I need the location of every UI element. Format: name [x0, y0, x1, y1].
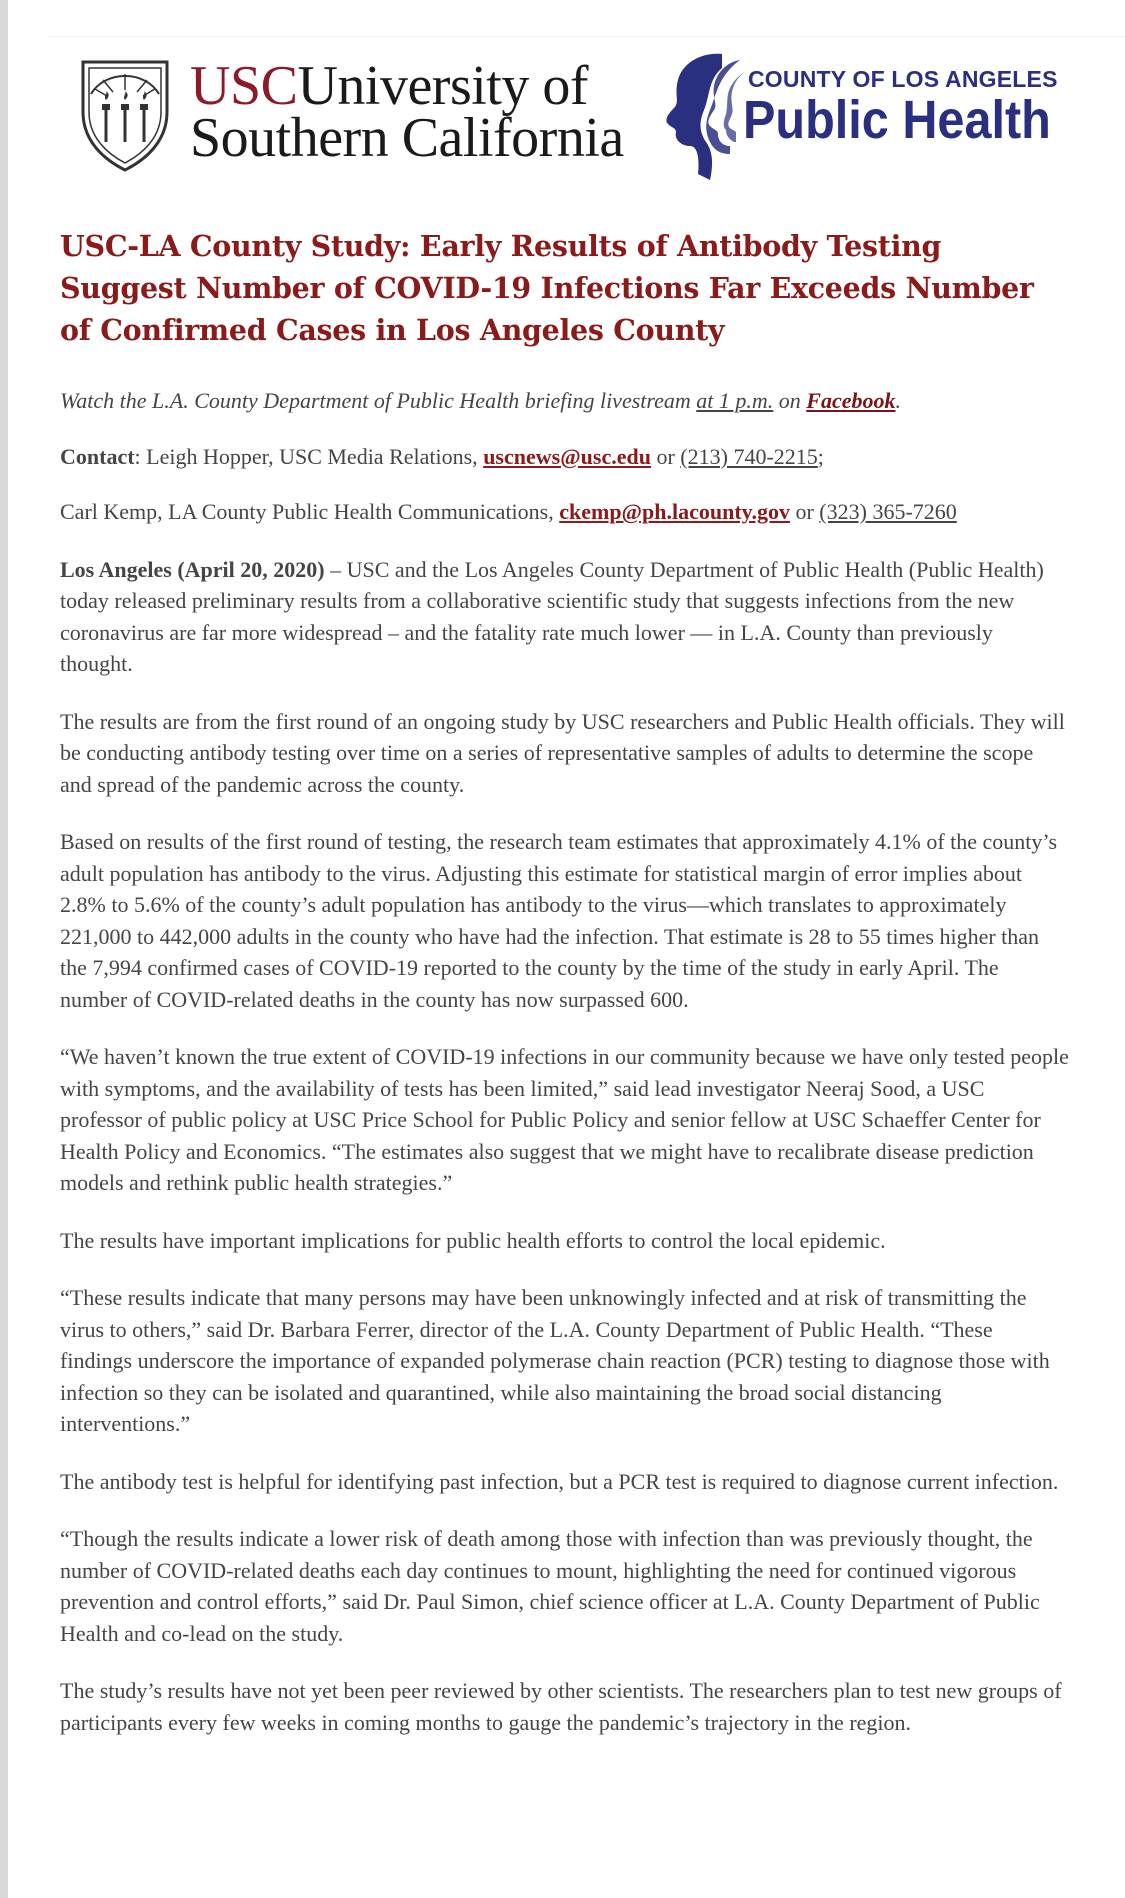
lac-logo-line1: COUNTY OF LOS ANGELES	[748, 66, 1058, 92]
usc-logo	[75, 55, 624, 176]
usc-phone-link[interactable]: (213) 740-2215	[680, 443, 818, 469]
contact-label: Contact	[60, 443, 135, 469]
body-paragraph-5: The results have important implications for public health efforts to control the local epidemic.	[60, 1227, 886, 1253]
usc-email-link[interactable]: uscnews@usc.edu	[483, 443, 651, 469]
logo-header	[60, 50, 1070, 185]
lac-public-health-logo	[660, 50, 1070, 180]
lac-profiles-icon	[660, 50, 750, 180]
briefing-note: Watch the L.A. County Department of Public Health briefing livestream at 1 p.m. on Facebook.	[60, 388, 901, 413]
top-divider	[48, 36, 1125, 37]
left-page-border	[0, 0, 8, 1898]
body-paragraph-2: The results are from the first round of an ongoing study by USC researchers and Public Health officials. They will be conducting antibody testing over time on a series of representative samples of adults to determine the scope and spread of the pandemic across the county.	[60, 708, 1065, 797]
lac-phone-link[interactable]: (323) 365-7260	[819, 499, 957, 524]
press-release	[60, 225, 1070, 1738]
usc-shield-icon	[75, 56, 175, 172]
body-paragraph-6: “These results indicate that many persons may have been unknowingly infected and at risk of transmitting the virus to others,” said Dr. Barbara Ferrer, director of the L.A. County Department of Public Health. “These findings underscore the importance of expanded polymerase chain reaction (PCR) testing to diagnose those with infection so they can be isolated and quarantined, while also maintaining the broad social distancing interventions.”	[60, 1285, 1050, 1436]
body-paragraph-1: Los Angeles (April 20, 2020) – USC and the Los Angeles County Department of Public Health (Public Health) today released preliminary results from a collaborative scientific study that suggests infections from the new coronavirus are far more widespread – and the fatality rate much lower — in L.A. County than previously thought.	[60, 556, 1044, 676]
body-paragraph-8: “Though the results indicate a lower risk of death among those with infection than was previously thought, the number of COVID-related deaths each day continues to mount, highlighting the need for continued vigorous prevention and control efforts,” said Dr. Paul Simon, chief science officer at L.A. County Department of Public Health and co-lead on the study.	[60, 1526, 1040, 1646]
body-paragraph-3: Based on results of the first round of testing, the research team estimates that approximately 4.1% of the county’s adult population has antibody to the virus. Adjusting this estimate for statistical margin of error implies about 2.8% to 5.6% of the county’s adult population has antibody to the virus—which translates to approximately 221,000 to 442,000 adults in the county who have had the infection. That estimate is 28 to 55 times higher than the 7,994 confirmed cases of COVID-19 reported to the county by the time of the study in early April. The number of COVID-related deaths in the county has now surpassed 600.	[60, 829, 1058, 1012]
dateline: Los Angeles (April 20, 2020)	[60, 556, 325, 582]
lac-email-link[interactable]: ckemp@ph.lacounty.gov	[559, 499, 790, 524]
lac-logo-line2: Public Health	[743, 90, 1051, 150]
body-paragraph-7: The antibody test is helpful for identifying past infection, but a PCR test is required to diagnose current infection.	[60, 1468, 1059, 1494]
body-paragraph-9: The study’s results have not yet been peer reviewed by other scientists. The researchers plan to test new groups of participants every few weeks in coming months to gauge the pandemic’s trajectory in the region.	[60, 1678, 1062, 1735]
briefing-time: at 1 p.m.	[696, 388, 774, 413]
headline: USC-LA County Study: Early Results of Antibody Testing Suggest Number of COVID-19 Infections Far Exceeds Number of Confirmed Cases in Los Angeles County	[60, 229, 1034, 347]
usc-wordmark: USCUniversity of Southern California	[190, 55, 624, 169]
facebook-link[interactable]: Facebook	[806, 388, 896, 413]
contact-lac: Carl Kemp, LA County Public Health Communications, ckemp@ph.lacounty.gov or (323) 365-7260	[60, 499, 957, 524]
contact-usc: Contact: Leigh Hopper, USC Media Relations, uscnews@usc.edu or (213) 740-2215;	[60, 443, 824, 469]
body-paragraph-4: “We haven’t known the true extent of COVID-19 infections in our community because we have only tested people with symptoms, and the availability of tests has been limited,” said lead investigator Neeraj Sood, a USC professor of public policy at USC Price School for Public Policy and senior fellow at USC Schaeffer Center for Health Policy and Economics. “The estimates also suggest that we might have to recalibrate disease prediction models and rethink public health strategies.”	[60, 1044, 1069, 1195]
